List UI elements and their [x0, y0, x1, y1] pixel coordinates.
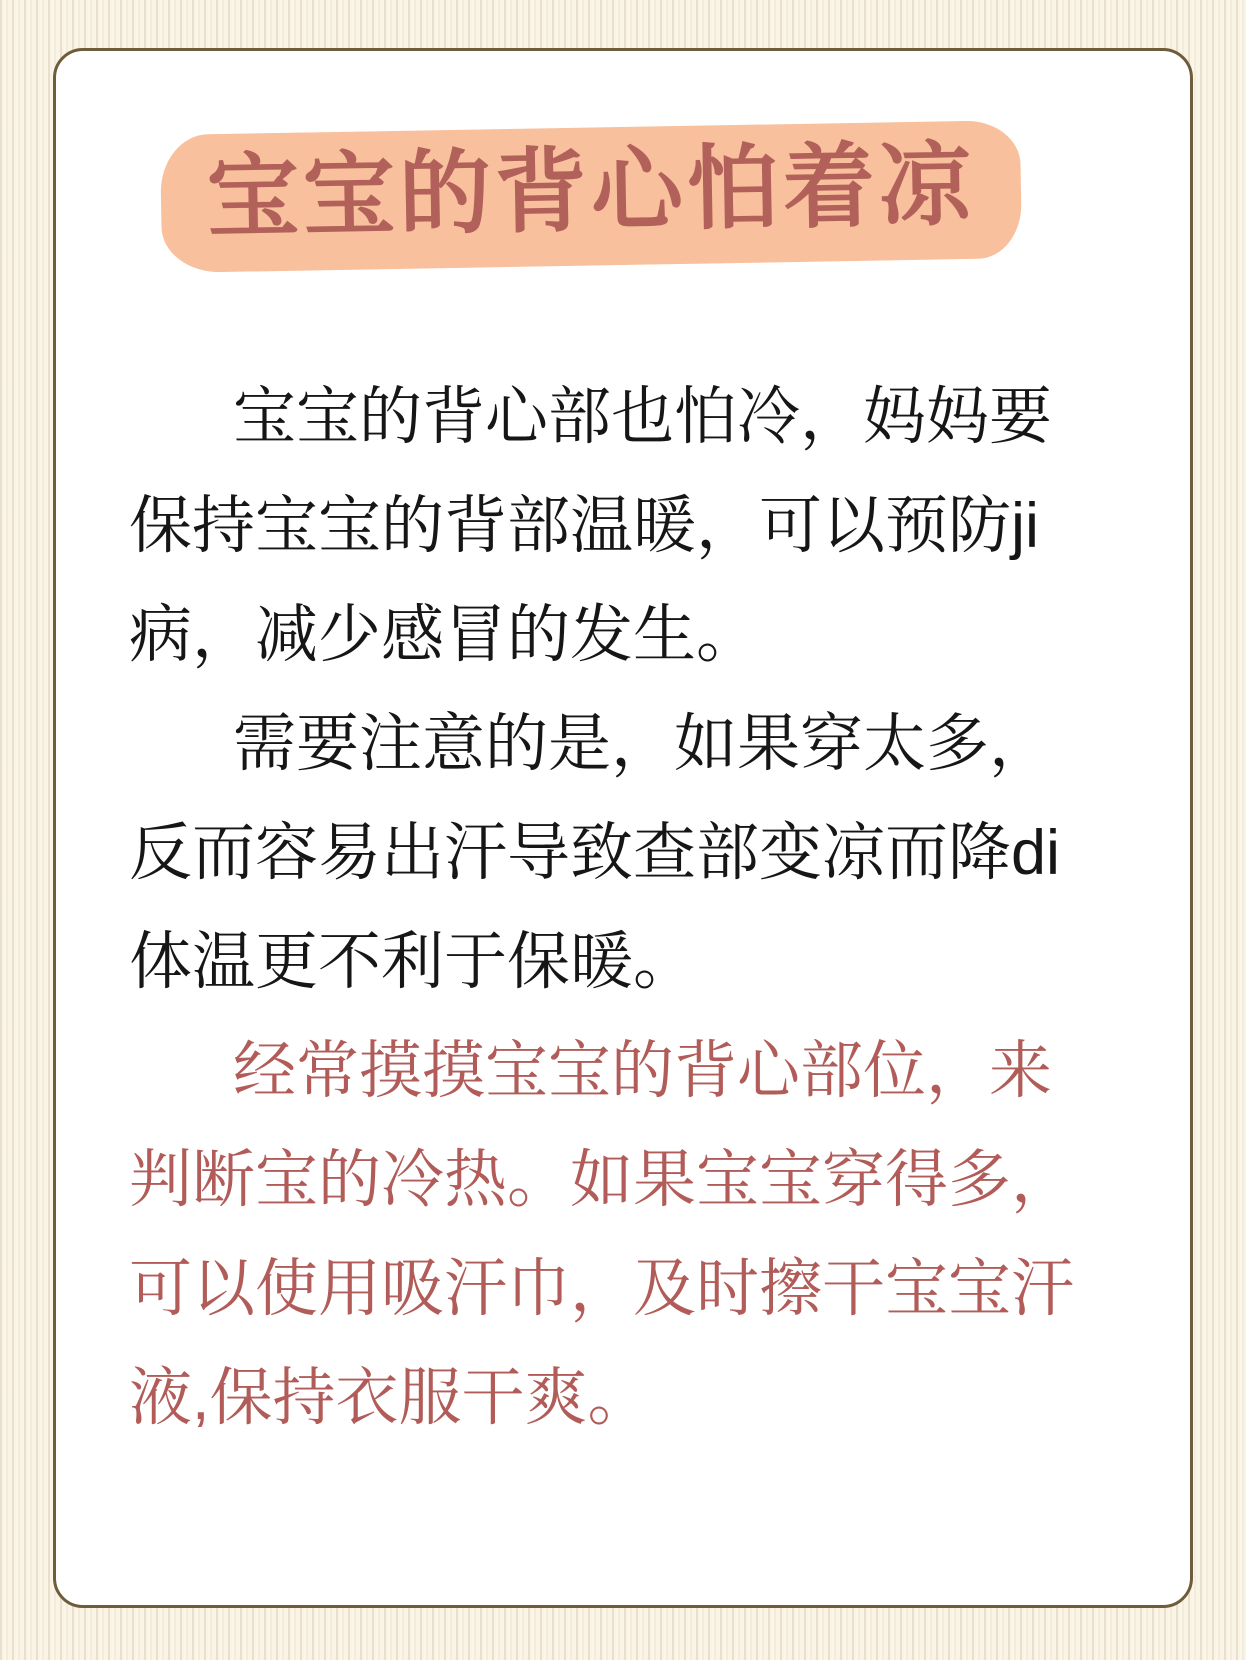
- text-line: 液,保持衣服干爽。: [129, 1363, 651, 1433]
- article-body: [56, 363, 1190, 1453]
- paragraph-3-highlighted: [129, 1017, 1130, 1453]
- text-line: 判断宝的冷热。如果宝宝穿得多，: [129, 1145, 1074, 1215]
- text-line: 保持宝宝的背部温暖，可以预防ji: [129, 491, 1039, 561]
- title-highlight-badge: [160, 120, 1022, 273]
- text-line: 需要注意的是，如果穿太多，: [233, 709, 1052, 779]
- text-line: 病，减少感冒的发生。: [129, 600, 759, 670]
- content-card: [53, 48, 1193, 1608]
- text-line: 可以使用吸汗巾，及时擦干宝宝汗: [129, 1254, 1074, 1324]
- text-line: 反而容易出汗导致查部变凉而降di: [129, 818, 1061, 888]
- text-line: 经常摸摸宝宝的背心部位，来: [233, 1036, 1052, 1106]
- text-line: 体温更不利于保暖。: [129, 927, 696, 997]
- text-line: 宝宝的背心部也怕冷，妈妈要: [233, 382, 1052, 452]
- title-row: [56, 127, 1190, 265]
- page-title: 宝宝的背心怕着凉: [206, 133, 976, 250]
- paragraph-2: [129, 690, 1130, 1017]
- paragraph-1: [129, 363, 1130, 690]
